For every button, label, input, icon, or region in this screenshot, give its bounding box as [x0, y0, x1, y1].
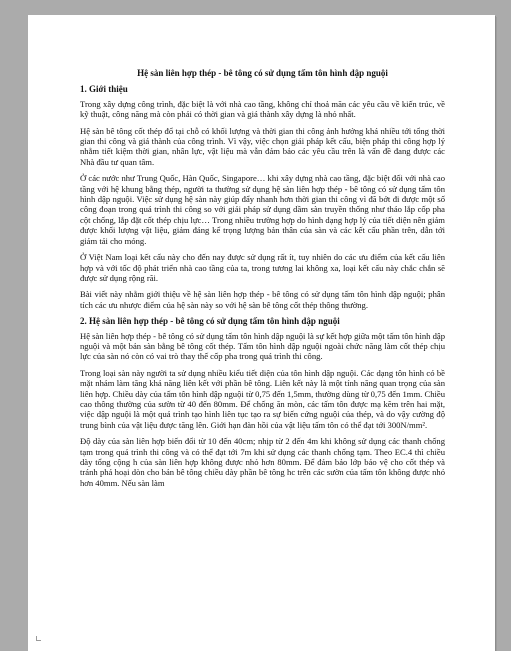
section-heading-composite-floor: 2. Hệ sàn liên hợp thép - bê tông có sử dụng tấm tôn hình dập nguội — [80, 316, 340, 327]
page-corner-mark — [36, 636, 41, 641]
document-page — [28, 15, 495, 651]
paragraph: Hệ sàn bê tông cốt thép đổ tại chỗ có khối lượng và thời gian thi công ảnh hưởng khá nhiều tới tổng thời gian thi công và giá thành của công trình. Vì vậy, việc chọn giải pháp kết cấu, biện pháp thi công hợp lý nhằm tiết kiệm thời gian, nhân lực, vật liệu mà vẫn đảm bảo các yêu cầu trên là vấn đề đang được các Nhà đầu tư quan tâm. — [80, 125, 445, 167]
document-title: Hệ sàn liên hợp thép - bê tông có sử dụng tấm tôn hình dập nguội — [137, 68, 388, 78]
paragraph: Ở Việt Nam loại kết cấu này cho đến nay được sử dụng rất ít, tuy nhiên do các ưu điểm của kết cấu liên hợp và với tốc độ phát triển nhà cao tầng của ta, trong tương lai không xa, loại kết cấu này chắc chắn sẽ được sử dụng rộng rãi. — [80, 252, 445, 283]
paragraph: Trong xây dựng công trình, đặc biệt là với nhà cao tầng, không chỉ thoả mãn các yêu cầu về kiến trúc, về kỹ thuật, công năng mà còn phải có thời gian và giá thành xây dựng là nhỏ nhất. — [80, 98, 445, 120]
document-content — [80, 68, 445, 494]
paragraph: Ở các nước như Trung Quốc, Hàn Quốc, Singapore… khi xây dựng nhà cao tầng, đặc biệt đối với nhà cao tầng với hệ khung bằng thép, người ta thường sử dụng hệ sàn liên hợp thép - bê tông có sử dụng tấm tôn hình dập nguội. Việc sử dụng hệ sàn này giúp đẩy nhanh hơn thời gian thi công vì đã bớt đi được một số công đoạn trong quá trình thi công so với giải pháp sử dụng dầm sàn truyền thống như tháo lắp cốp pha cột chống, lắp đặt cốt thép chịu lực… Trong nhiều trường hợp do hình dạng hợp lý của tiết diện nên giảm được khối lượng vật liệu, giảm đáng kể trọng lượng bản thân của sàn và các kết cấu phần trên, dẫn tới giảm tải cho móng. — [80, 173, 445, 246]
section-heading-introduction: 1. Giới thiệu — [80, 84, 128, 95]
paragraph: Trong loại sàn này người ta sử dụng nhiều kiểu tiết diện của tôn hình dập nguội. Các dạng tôn hình có bề mặt nhám làm tăng khả năng liên kết với phần bê tông. Liên kết này là một tính năng quan trọng của sàn liên hợp. Chiều dày của tấm tôn hình dập nguội từ 0,75 đến 1,5mm, thường dùng từ 0,75 đến 1mm. Chiều cao thông thường của sườn từ 40 đến 80mm. Để chống ăn mòn, các tấm tôn được mạ kẽm trên hai mặt, việc dập nguội là một quá trình tạo hình liên tục tạo ra sự biến cứng nguội của thép, và do vậy cường độ trung bình của vật liệu được tăng lên. Giới hạn đàn hồi của vật liệu tấm tôn có thể đạt tới 300N/mm². — [80, 367, 445, 430]
paragraph: Bài viết này nhằm giới thiệu về hệ sàn liên hợp thép - bê tông có sử dụng tấm tôn hình dập nguội; phân tích các ưu nhược điểm của hệ sàn này so với hệ sàn bê tông cốt thép thông thường. — [80, 289, 445, 310]
paragraph: Độ dày của sàn liên hợp biến đổi từ 10 đến 40cm; nhịp từ 2 đến 4m khi không sử dụng các thanh chống tạm trong quá trình thi công và có thể đạt tới 7m khi sử dụng các thanh chống tạm. Theo EC.4 thì chiều dày tổng cộng h của sàn liên hợp không được nhỏ hơn 80mm. Để đảm bảo lớp bảo vệ cho cốt thép và tránh phá hoại dòn cho bản bê tông chiều dày phần bê tông hc trên các sườn của tấm tôn không được nhỏ hơn 40mm. Nếu sàn làm — [80, 436, 445, 488]
paragraph: Hệ sàn liên hợp thép - bê tông có sử dụng tấm tôn hình dập nguội là sự kết hợp giữa một tấm tôn hình dập nguội và một bản sàn bằng bê tông cốt thép. Tấm tôn hình dập nguội ngoài chức năng làm cốt thép chịu lực của sàn nó còn có vai trò thay thế cốp pha trong quá trình thi công. — [80, 330, 445, 362]
